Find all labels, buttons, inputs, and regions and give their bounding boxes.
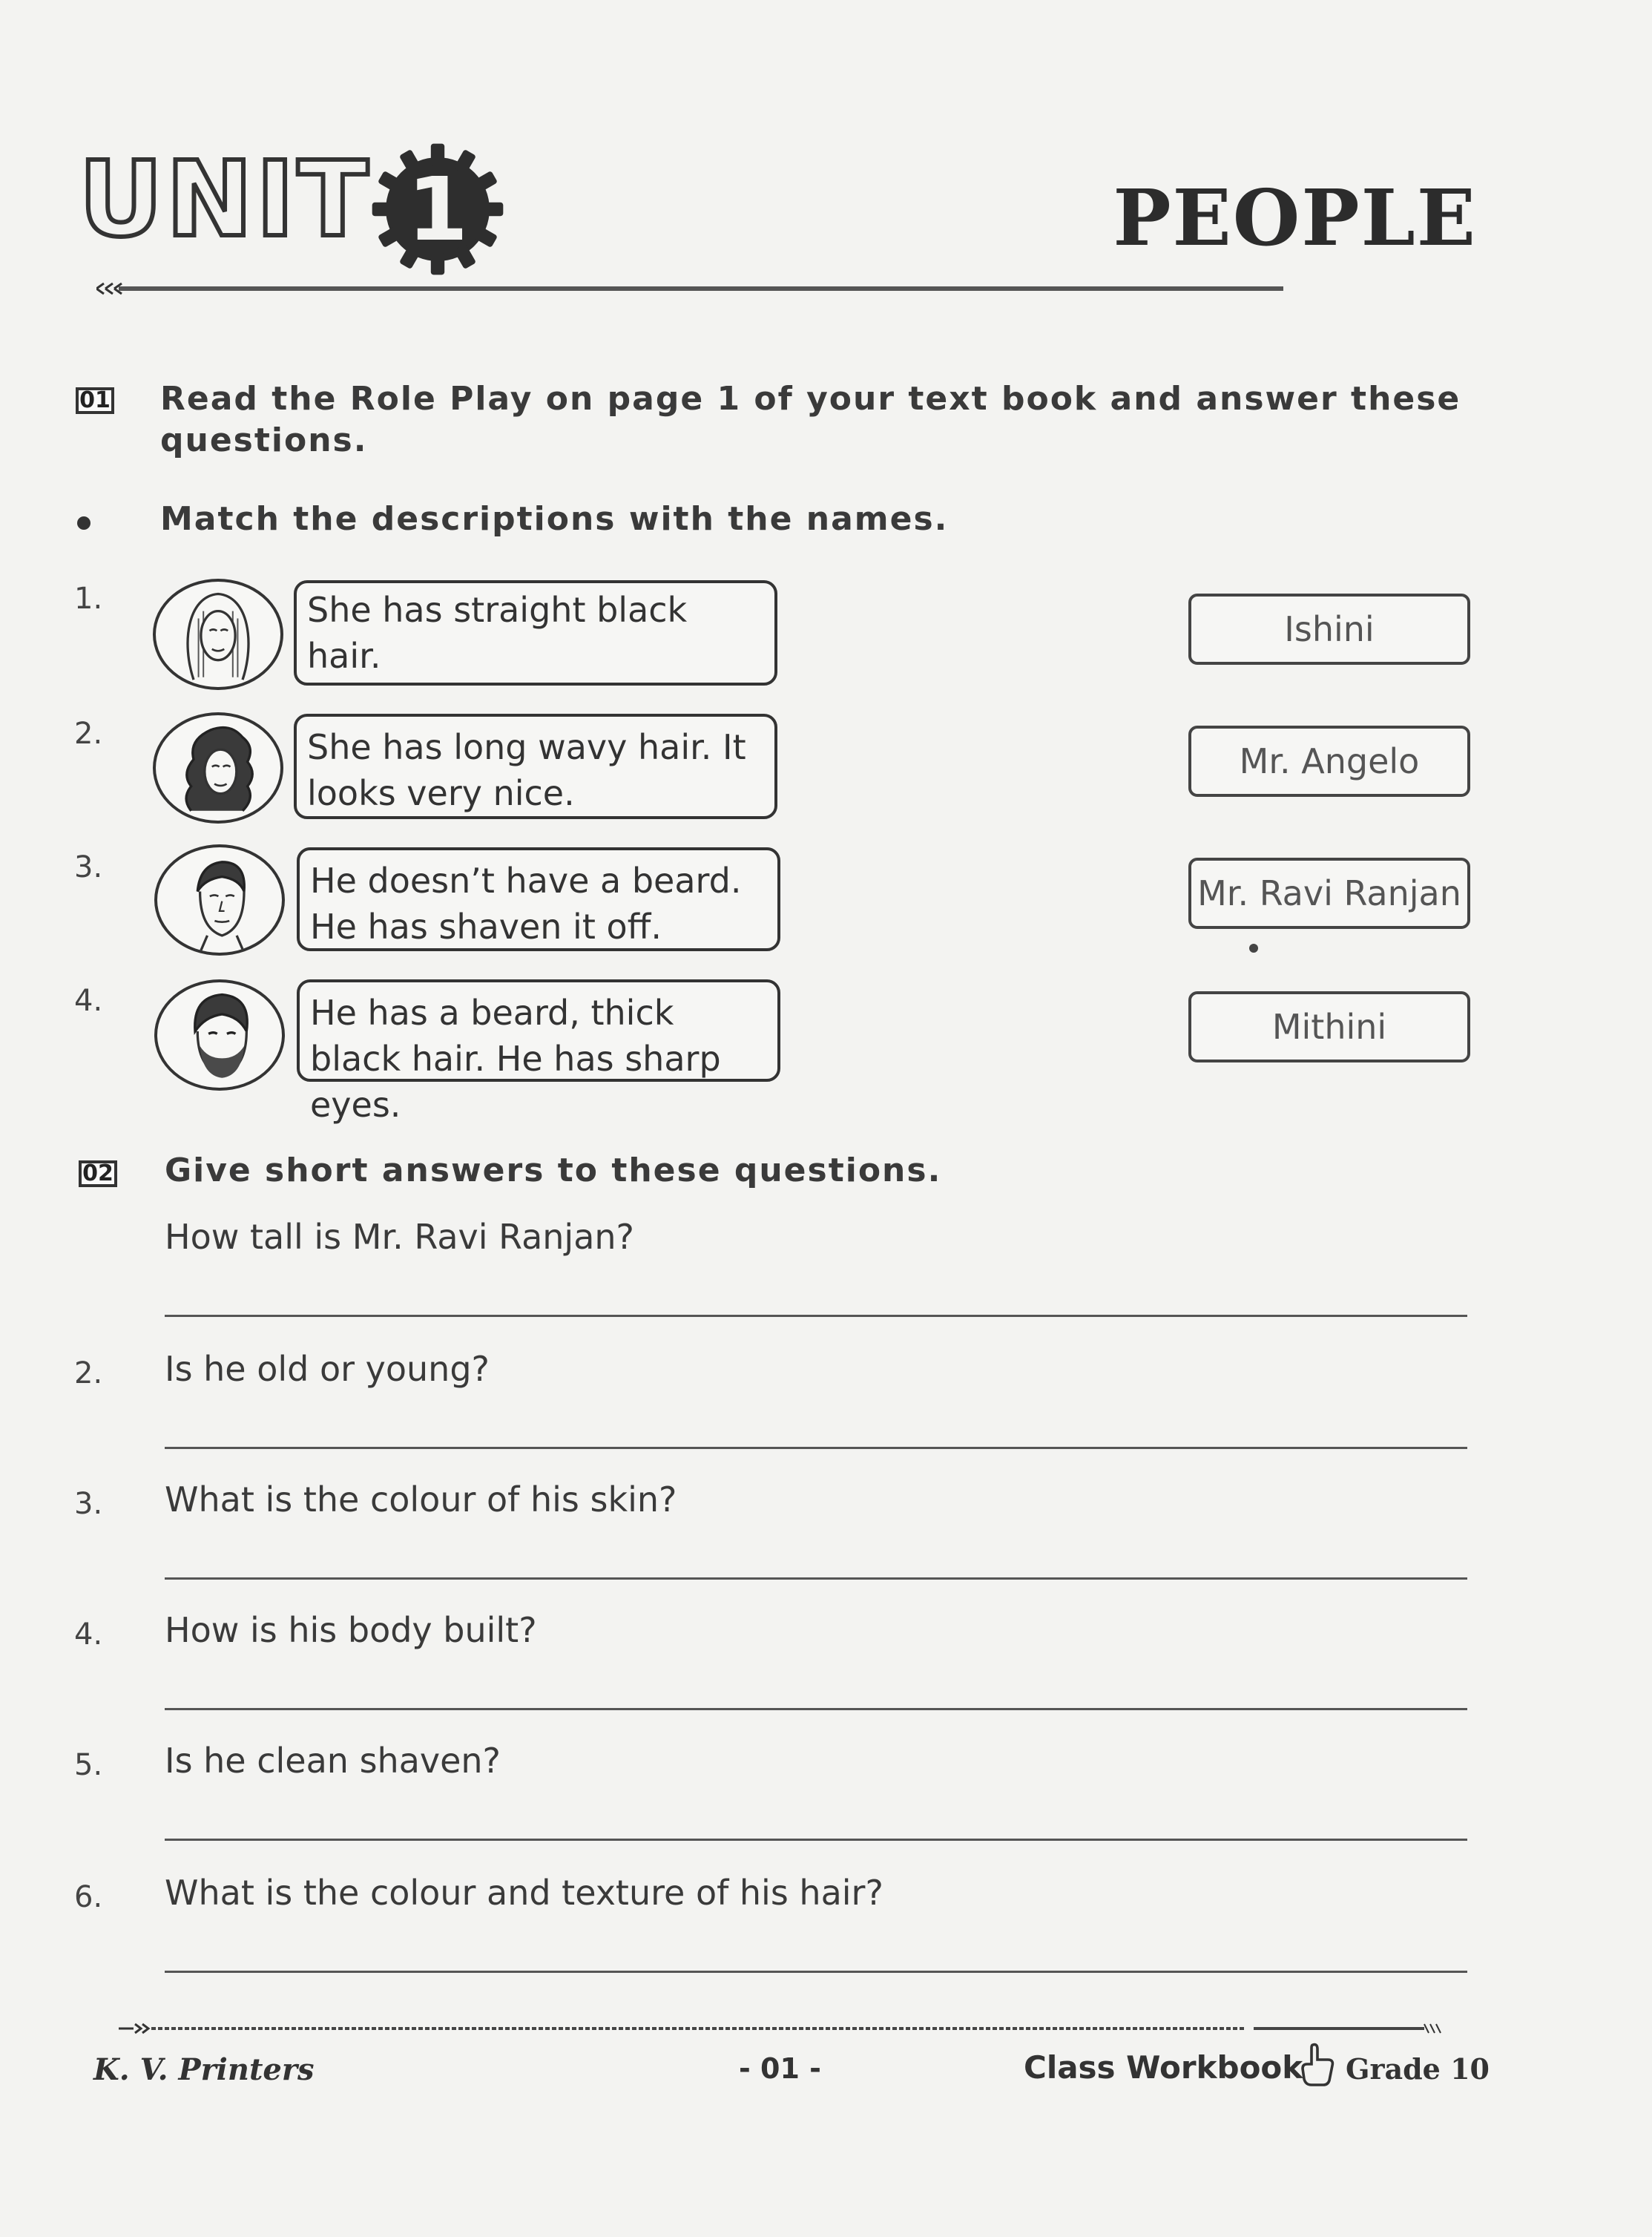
match-instruction: Match the descriptions with the names.: [160, 500, 949, 538]
question-4-text: How is his body built?: [165, 1610, 537, 1650]
name-box-mithini: [1188, 991, 1470, 1062]
section-number-02: 02: [79, 1160, 117, 1187]
description-text: She has straight black hair.: [307, 590, 688, 676]
name-box-mr-angelo: [1188, 726, 1470, 797]
description-box: [297, 979, 780, 1125]
row-number: 1.: [74, 582, 103, 616]
bullet-icon: [77, 516, 91, 530]
answer-line-6[interactable]: [165, 1971, 1467, 1973]
woman-straight-hair-icon: [153, 579, 283, 690]
footer-book-title: Class Workbook: [1024, 2049, 1303, 2086]
unit-title: UNIT: [79, 139, 372, 260]
unit-number: 1: [407, 158, 469, 260]
footer-page-number: - 01 -: [739, 2052, 821, 2085]
footer-publisher: K. V. Printers: [93, 2052, 315, 2087]
section-1-instruction: Read the Role Play on page 1 of your text book and answer these questions.: [160, 380, 1461, 459]
name-text: Mr. Ravi Ranjan: [1197, 873, 1461, 913]
question-2-text: Is he old or young?: [165, 1349, 490, 1389]
question-number: 5.: [74, 1748, 103, 1782]
description-text: He has a beard, thick black hair. He has sharp eyes.: [310, 993, 721, 1125]
description-box: [294, 714, 777, 819]
name-box-mr-ravi-ranjan: [1188, 858, 1470, 929]
stray-dot: [1249, 944, 1258, 953]
name-text: Mr. Angelo: [1239, 741, 1420, 781]
question-number: 3.: [74, 1487, 103, 1521]
description-text: He doesn’t have a beard. He has shaven it off.: [310, 861, 742, 947]
answer-line-1[interactable]: [165, 1315, 1467, 1317]
answer-line-5[interactable]: [165, 1839, 1467, 1841]
hand-pointing-icon: [1298, 2042, 1337, 2086]
man-clean-shaven-icon: [154, 844, 285, 956]
description-box: [297, 847, 780, 951]
woman-wavy-hair-icon: [153, 712, 283, 824]
row-number: 3.: [74, 850, 103, 884]
row-number: 2.: [74, 717, 103, 751]
name-box-ishini: [1188, 594, 1470, 665]
question-number: 6.: [74, 1880, 103, 1914]
name-text: Mithini: [1271, 1007, 1387, 1047]
chapter-title: PEOPLE: [1113, 172, 1477, 263]
section-number-01: 01: [76, 387, 114, 414]
man-bearded-icon: [154, 979, 285, 1091]
footer-grade: Grade 10: [1346, 2052, 1490, 2086]
footer-divider: [119, 2021, 1447, 2036]
section-2-instruction: Give short answers to these questions.: [165, 1152, 942, 1189]
question-number: 4.: [74, 1617, 103, 1652]
answer-line-2[interactable]: [165, 1447, 1467, 1449]
question-1-text: How tall is Mr. Ravi Ranjan?: [165, 1217, 634, 1257]
description-text: She has long wavy hair. It looks very nice.: [307, 727, 746, 813]
answer-line-4[interactable]: [165, 1708, 1467, 1710]
question-6-text: What is the colour and texture of his hair?: [165, 1873, 883, 1913]
description-box: [294, 580, 777, 686]
name-text: Ishini: [1284, 609, 1375, 649]
header-divider: [96, 282, 1283, 295]
answer-line-3[interactable]: [165, 1577, 1467, 1580]
question-5-text: Is he clean shaven?: [165, 1741, 501, 1781]
question-number: 2.: [74, 1356, 103, 1390]
question-3-text: What is the colour of his skin?: [165, 1479, 677, 1520]
row-number: 4.: [74, 984, 103, 1018]
